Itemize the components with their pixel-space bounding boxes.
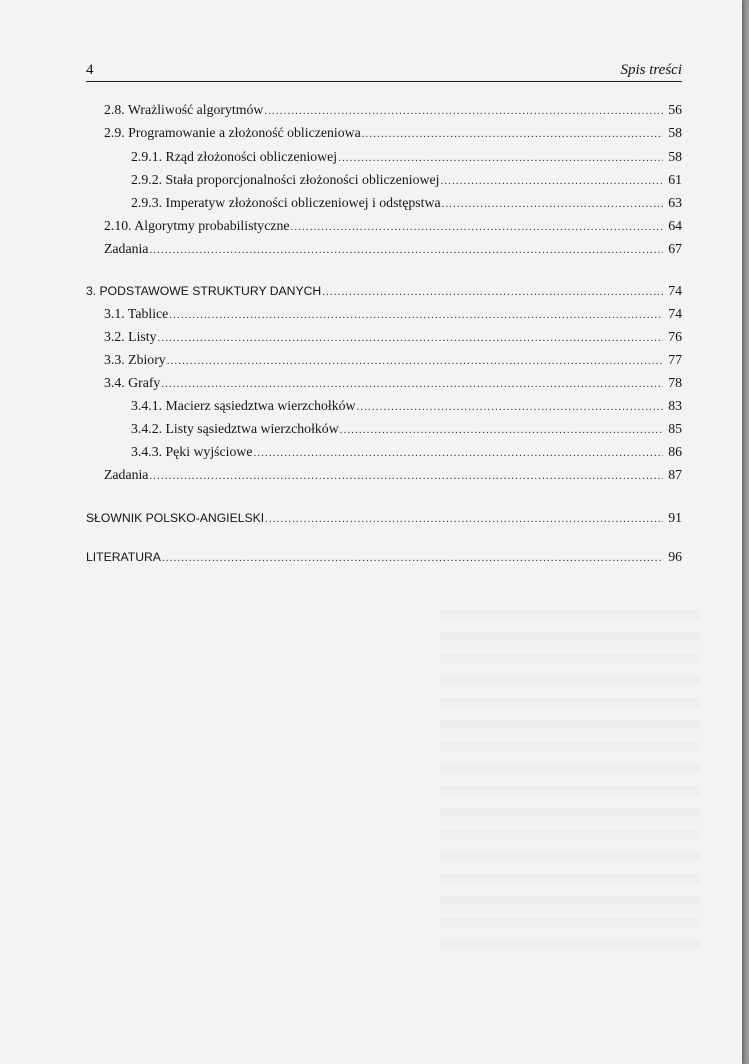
toc-entry-page: 76 <box>668 329 682 344</box>
toc-entry-page: 64 <box>668 218 682 233</box>
dot-leader <box>357 401 664 413</box>
toc-entry <box>104 306 682 324</box>
toc-entry-page: 86 <box>668 444 682 459</box>
toc-entry-page: 61 <box>668 172 682 187</box>
toc-entry <box>131 195 682 213</box>
toc-entry <box>104 218 682 236</box>
dot-leader <box>264 105 663 117</box>
page-header <box>86 62 682 82</box>
toc-entry-title: SŁOWNIK POLSKO-ANGIELSKI <box>86 511 265 525</box>
toc-entry-title: 3.4. Grafy <box>104 375 161 390</box>
dot-leader <box>162 552 663 564</box>
toc-entry-title: 2.9.3. Imperatyw złożoności obliczeniowej i odstępstwa <box>131 195 441 210</box>
toc-entry <box>131 172 682 190</box>
toc-entry-title: 3.4.2. Listy sąsiedztwa wierzchołków <box>131 421 339 436</box>
dot-leader <box>290 221 663 233</box>
toc-entry-title: 2.10. Algorytmy probabilistyczne <box>104 218 290 233</box>
running-title: Spis treści <box>620 62 682 78</box>
toc-entry-title: 3.2. Listy <box>104 329 157 344</box>
toc-entry-page: 96 <box>668 549 682 564</box>
dot-leader <box>265 513 663 525</box>
toc-entry-page: 67 <box>668 241 682 256</box>
dot-leader <box>253 447 663 459</box>
toc-entry <box>104 329 682 347</box>
toc-entry-title: 3.4.1. Macierz sąsiedztwa wierzchołków <box>131 398 356 413</box>
toc-entry-title: 3.4.3. Pęki wyjściowe <box>131 444 253 459</box>
toc-entry <box>131 421 682 439</box>
toc-entry <box>104 125 682 143</box>
toc-chapter-entry <box>86 510 682 528</box>
dot-leader <box>149 244 663 256</box>
toc-entry-page: 56 <box>668 102 682 117</box>
dot-leader <box>340 424 663 436</box>
dot-leader <box>322 286 663 298</box>
toc-entry <box>104 375 682 393</box>
toc-entry <box>104 241 682 259</box>
toc-chapter-entry <box>86 549 682 567</box>
toc-entry-page: 74 <box>668 306 682 321</box>
toc-entry-page: 91 <box>668 510 682 525</box>
toc-entry <box>131 398 682 416</box>
dot-leader <box>362 128 663 140</box>
toc-entry-title: 2.8. Wrażliwość algorytmów <box>104 102 264 117</box>
dot-leader <box>161 378 663 390</box>
dot-leader <box>338 152 663 164</box>
toc-entry <box>131 149 682 167</box>
toc-entry-page: 83 <box>668 398 682 413</box>
dot-leader <box>149 470 663 482</box>
dot-leader <box>167 355 663 367</box>
toc-chapter-entry <box>86 283 682 301</box>
dot-leader <box>158 332 663 344</box>
dot-leader <box>442 198 663 210</box>
toc-entry-title: 3. PODSTAWOWE STRUKTURY DANYCH <box>86 284 322 298</box>
toc-entry-page: 58 <box>668 125 682 140</box>
toc-entry-page: 58 <box>668 149 682 164</box>
toc-entry-title: 3.3. Zbiory <box>104 352 166 367</box>
toc-entry-title: 2.9.1. Rząd złożoności obliczeniowej <box>131 149 338 164</box>
toc-entry <box>104 102 682 120</box>
toc-entry-page: 74 <box>668 283 682 298</box>
toc-entry-page: 77 <box>668 352 682 367</box>
toc-entry-page: 87 <box>668 467 682 482</box>
toc-entry-page: 85 <box>668 421 682 436</box>
toc-entry-page: 63 <box>668 195 682 210</box>
dot-leader <box>440 175 663 187</box>
toc-entry-title: Zadania <box>104 241 149 256</box>
header-rule <box>86 81 682 82</box>
dot-leader <box>169 309 663 321</box>
toc-entry <box>131 444 682 462</box>
toc-entry-title: 2.9.2. Stała proporcjonalności złożoności obliczeniowej <box>131 172 440 187</box>
toc-entry <box>104 352 682 370</box>
toc-entry-page: 78 <box>668 375 682 390</box>
page-number: 4 <box>86 62 94 78</box>
toc-entry-title: 2.9. Programowanie a złożoność obliczeniowa <box>104 125 361 140</box>
toc-entry-title: Zadania <box>104 467 149 482</box>
toc-entry-title: 3.1. Tablice <box>104 306 169 321</box>
toc-entry <box>104 467 682 485</box>
show-through-texture <box>440 610 700 950</box>
toc-entry-title: LITERATURA <box>86 550 161 564</box>
